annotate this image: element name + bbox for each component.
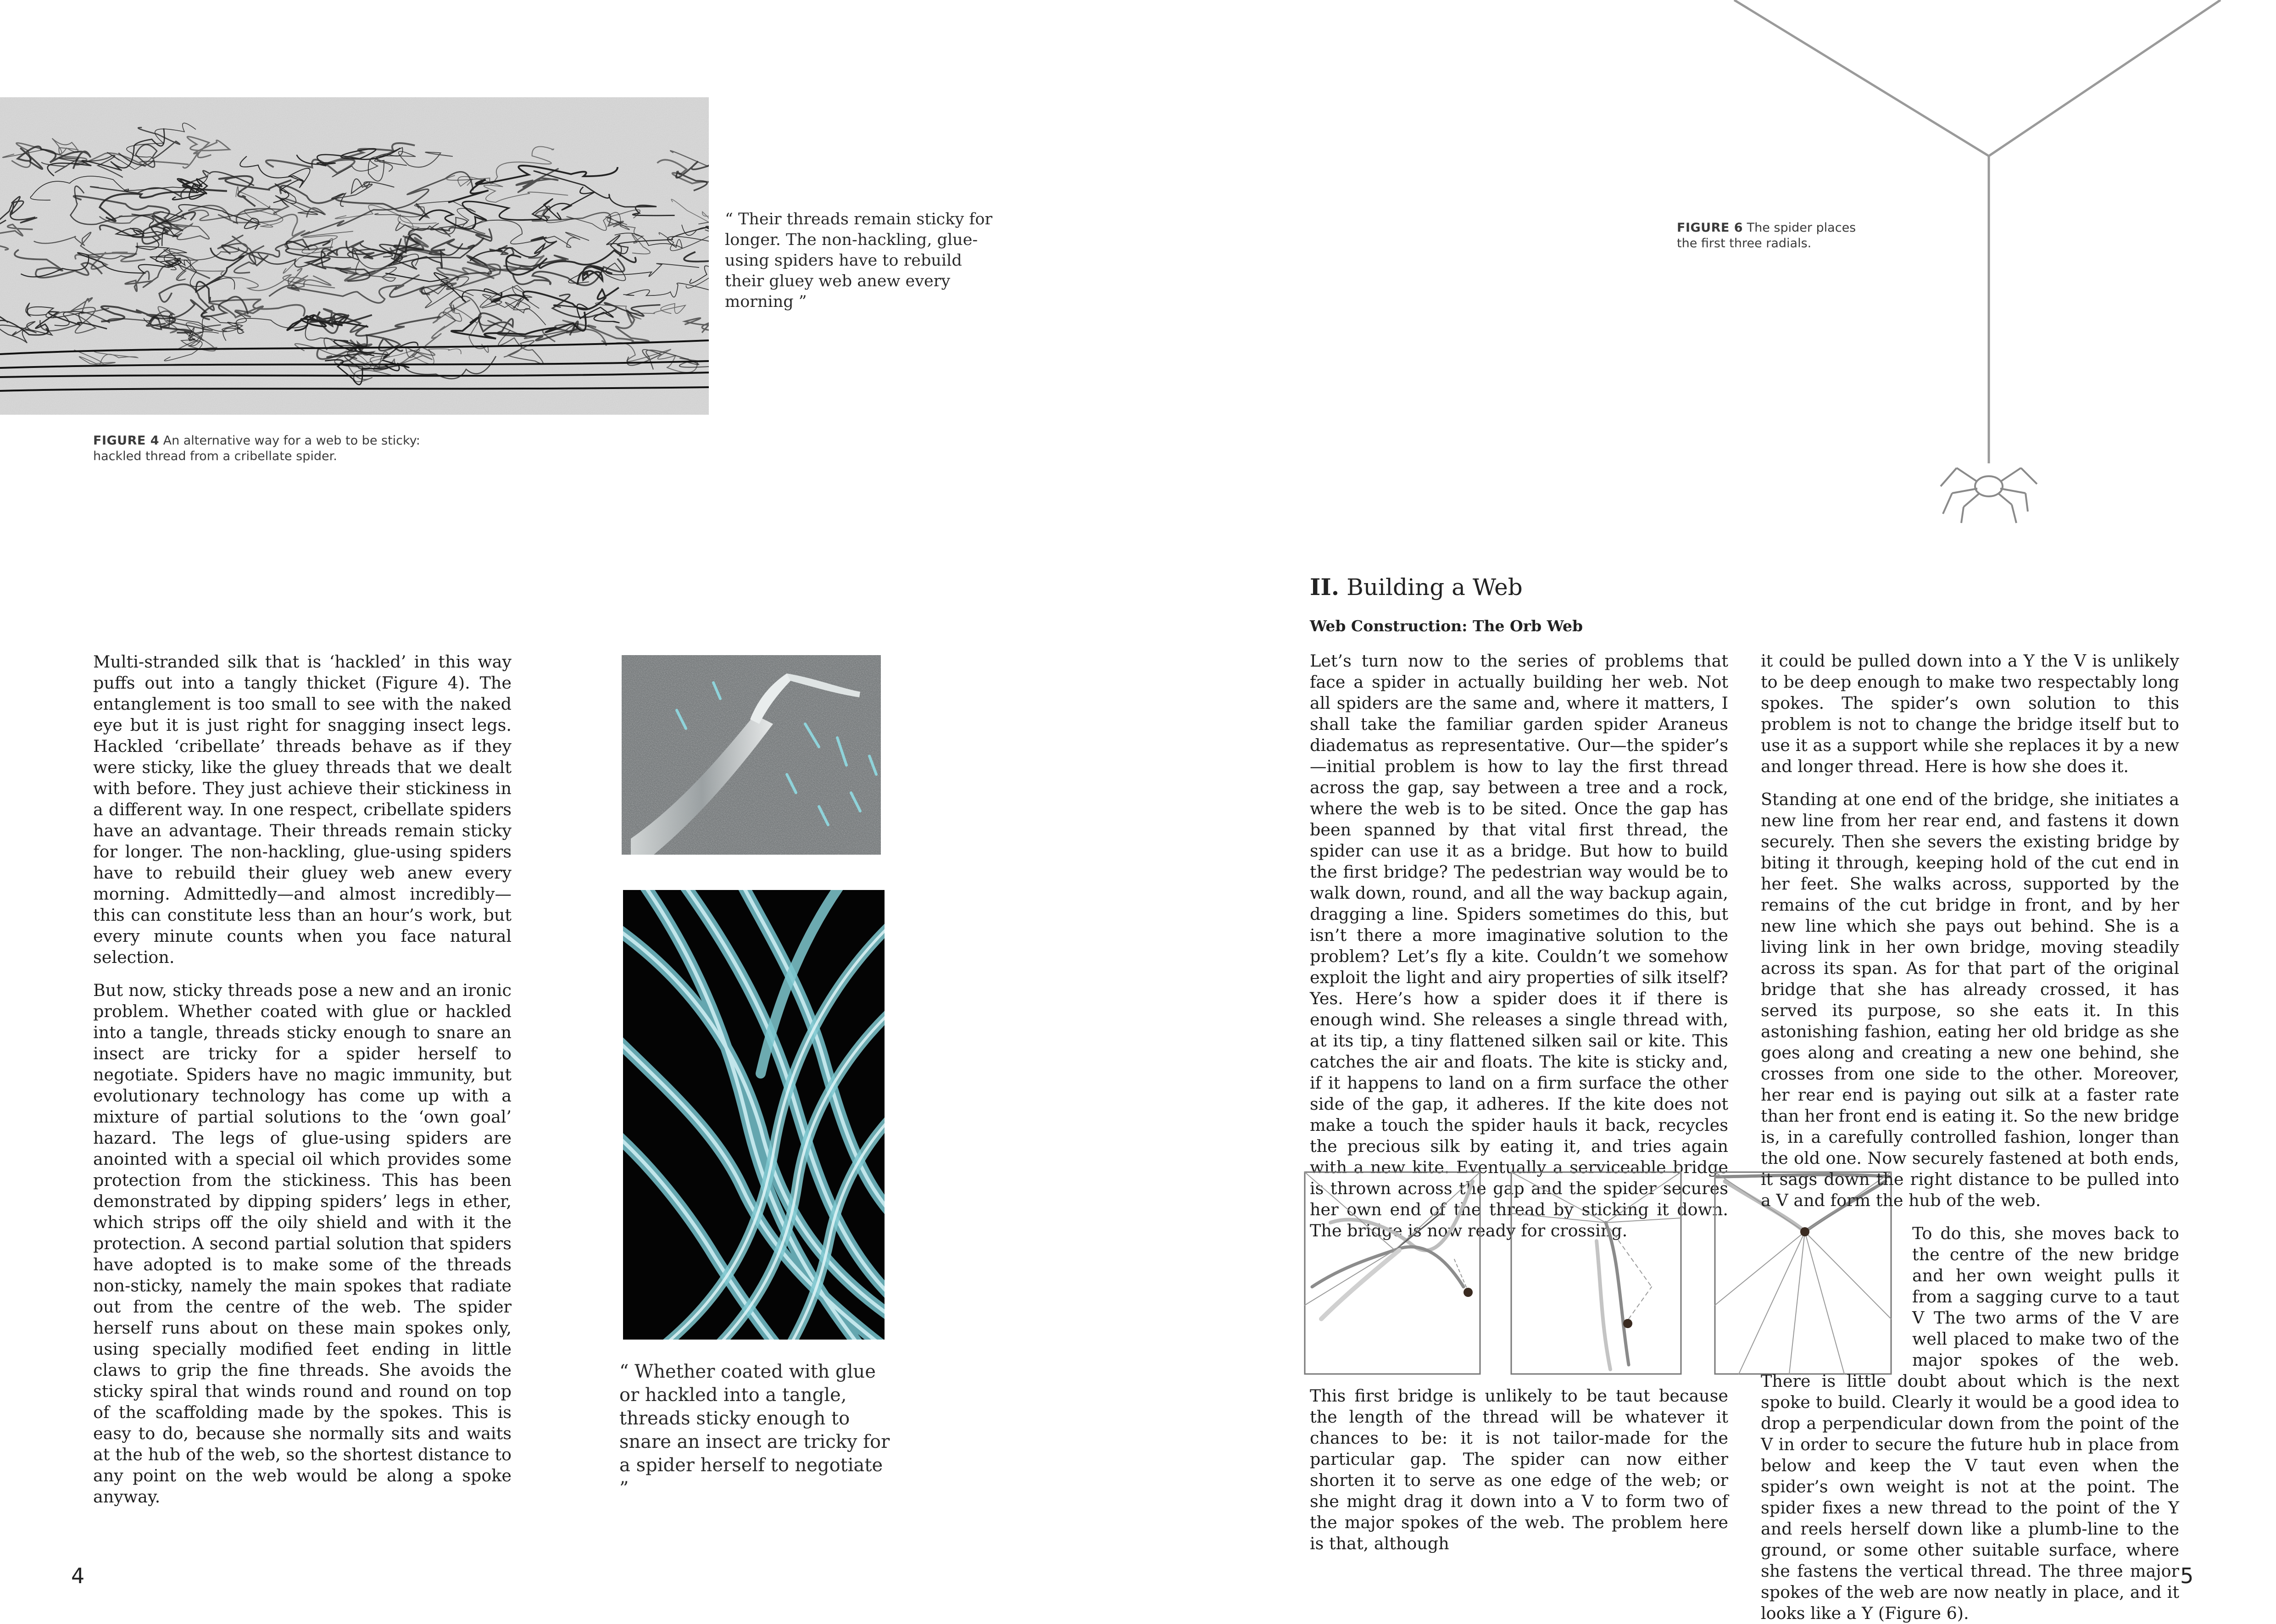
- right-col2-paragraph-2: Standing at one end of the bridge, she initiates a new line from her rear end, and fastens it down securely. Then she severs the existing bridge by biting it through, keeping hold of the cut end in her feet. She walks across, supported by the remains of the cut bridge in front, and by her new line which she pays out behind. She is a living link in her own bridge, moving steadily across its span. As for that part of the original bridge that she has already crossed, it has served its purpose, so she eats it. In this astonishing fashion, eating her old bridge as she goes along and creating a new one behind, she crosses from one side to the other. Moreover, her rear end is paying out silk at a faster rate than her front end is eating it. So the new bridge is, in a carefully controlled fashion, longer than the old one. Now securely fastened at both ends, it sags down the right distance to be pulled into a V and form the hub of the web.: [1761, 790, 2179, 1210]
- sem-image-threads: [623, 890, 885, 1340]
- figure-6-caption-text: The spider places the first three radials.: [1677, 221, 1856, 250]
- page-number-left: 4: [71, 1563, 85, 1588]
- section-heading: [1310, 573, 1523, 601]
- figure-6-drawing: [1725, 0, 2230, 532]
- subheading: Web Construction: The Orb Web: [1310, 617, 1583, 635]
- right-col1-paragraph-2: This first bridge is unlikely to be taut because the length of the thread will be whatever it chances to be: it is not tailor-made for the particular gap. The spider can now either shorten it to serve as one edge of the web; or she might drag it down into a V to form two of the major spokes of the web. The problem here is that, although: [1310, 1386, 1728, 1553]
- panel-2: [1511, 1172, 1681, 1374]
- right-col2-paragraph-3-text: To do this, she moves back to the centre of the new bridge and her own weight pulls it from a sagging curve to a taut V The two arms of the V are well placed to make two of the major spokes of the web. There is little doubt about which is the next spoke to build. Clearly it would be a good idea to drop a perpendicular down from the point of the V in order to secure the future hub in place from below and keep the V taut even when the spider’s own weight is not at the point. The spider fixes a new thread to the point of the Y and reels herself down like a plumb-line to the ground, or some other suitable surface, where she fastens the vertical thread. The three major spokes of the web are now neatly in place, and it looks like a Y (Figure 6).: [1761, 1224, 2179, 1623]
- right-col2-paragraph-1: it could be pulled down into a Y the V is unlikely to be deep enough to make two respectably long spokes. The spider’s own solution to this problem is not to change the bridge itself but to use it as a support while she replaces it by a new and longer thread. Here is how she does it.: [1761, 651, 2179, 776]
- figure-6-label: FIGURE 6: [1677, 221, 1743, 235]
- figure-4-caption: [93, 433, 451, 464]
- right-col2-body: [1761, 651, 2179, 1624]
- section-title: Building a Web: [1347, 574, 1523, 601]
- figure-4-image: [0, 97, 709, 415]
- left-page-body: [93, 651, 512, 1519]
- right-col1-paragraph-1: Let’s turn now to the series of problems that face a spider in actually building her web. Not all spiders are the same and, where it matters, I shall take the familiar garden spider Araneus diadematus as representative. Our—the spider’s—initial problem is how to lay the first thread across the gap, say between a tree and a rock, where the web is to be sited. Once the gap has been spanned by that vital first thread, the spider can use it as a bridge. But how to build the first bridge? The pedestrian way would be to walk down, round, and all the way backup again, dragging a line. Spiders sometimes do this, but isn’t there a more imaginative solution to the problem? Let’s fly a kite. Couldn’t we somehow exploit the light and airy properties of silk itself? Yes. Here’s how a spider does it if there is enough wind. She releases a single thread with, at its tip, a tiny flattened silken sail or kite. This catches the air and floats. The kite is sticky and, if it happens to land on a firm surface the other side of the gap, it adheres. If the kite does not make a touch the spider hauls it back, recycles the precious silk by eating it, and tries again with a new kite. Eventually a serviceable bridge is thrown across the gap and the spider secures her own end of the thread by sticking it down. The bridge is now ready for crossing.: [1310, 651, 1728, 1240]
- sem-image-leg: [622, 655, 881, 855]
- section-numeral: II.: [1310, 573, 1340, 601]
- figure-4-caption-text: An alternative way for a web to be sticky: hackled thread from a cribellate spider.: [93, 434, 420, 463]
- left-paragraph-1: Multi-stranded silk that is ‘hackled’ in this way puffs out into a tangly thicket (Figure 4). The entanglement is too small to see with the naked eye but it is just right for snagging insect legs. Hackled ‘cribellate’ threads behave as if they were sticky, like the gluey threads that we dealt with before. They just achieve their stickiness in a different way. In one respect, cribellate spiders have an advantage. Their threads remain sticky for longer. The non-hackling, glue-using spiders have to rebuild their gluey web anew every morning. Admittedly—and almost incredibly—this can constitute less than an hour’s work, but every minute counts when you face natural selection.: [93, 652, 512, 967]
- page-number-right: 5: [2180, 1563, 2194, 1588]
- right-col1-body-after-diagram: [1310, 1385, 1728, 1566]
- figure-6-caption: [1677, 220, 1879, 251]
- figure-4-label: FIGURE 4: [93, 434, 159, 448]
- pull-quote-2: “ Whether coated with glue or hackled into a tangle, threads sticky enough to snare an insect are tricky for a spider herself to negotiate ”: [619, 1361, 890, 1499]
- left-paragraph-2: But now, sticky threads pose a new and an ironic problem. Whether coated with glue or hackled into a tangle, threads sticky enough to snare an insect are tricky for a spider herself to negotiate. Spiders have no magic immunity, but evolutionary technology has come up with a mixture of partial solutions to the ‘own goal’ hazard. The legs of glue-using spiders are anointed with a special oil which provides some protection from the stickiness. This has been demonstrated by dipping spiders’ legs in ether, which strips off the oily shield and with it the protection. A second partial solution that spiders have adopted is to make some of the threads non-sticky, namely the main spokes that radiate out from the centre of the web. The spider herself runs about on these main spokes only, using specially modified feet ending in little claws to grip the fine threads. She avoids the sticky spiral that winds round and round on top of the scaffolding made by the spokes. This is easy to do, because she normally sits and waits at the hub of the web, so the shortest distance to any point on the web would be along a spoke anyway.: [93, 980, 512, 1507]
- spider-icon: [1941, 468, 2037, 523]
- right-col2-paragraph-3: [1761, 1223, 2179, 1624]
- pull-quote-1: “ Their threads remain sticky for longer. The non-hackling, glue-using spiders have to rebuild their gluey web anew every morning ”: [725, 210, 993, 311]
- right-col1-body: [1310, 651, 1728, 1253]
